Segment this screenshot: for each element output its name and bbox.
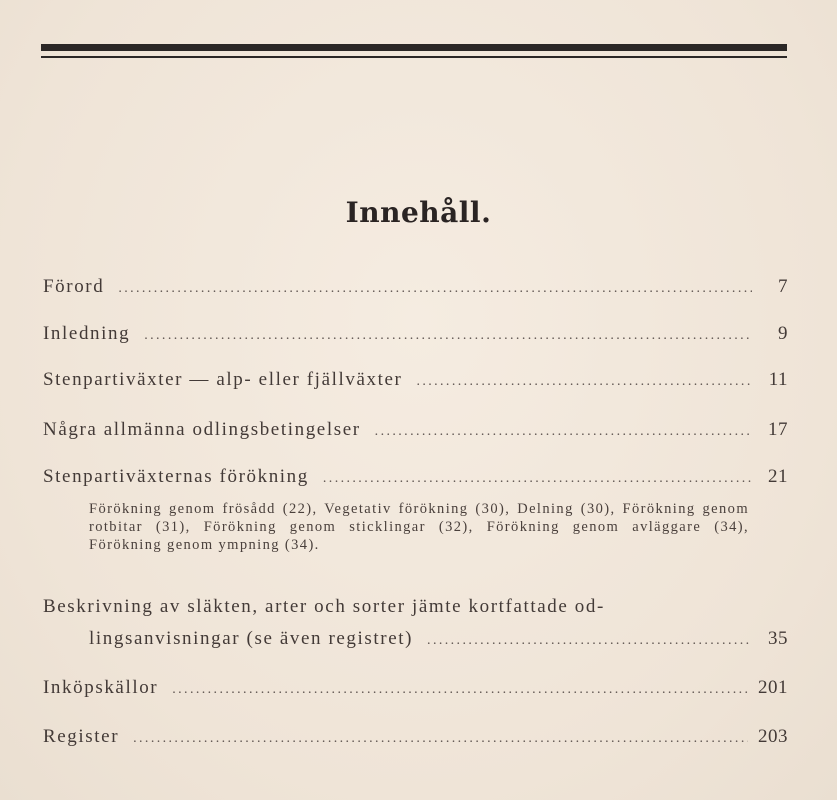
toc-entry-page: 203 [758, 726, 788, 747]
toc-entry-register [43, 726, 788, 748]
toc-entry-label: Inköpskällor [43, 677, 159, 698]
toc-entry-forord [43, 276, 788, 298]
toc-entry-page: 11 [768, 369, 788, 390]
dot-leader [323, 471, 752, 487]
toc-entry-page: 7 [778, 276, 788, 297]
toc-entry-beskrivning-line2 [89, 628, 788, 650]
toc-entry-page: 9 [778, 323, 788, 344]
toc-entry-page: 201 [758, 677, 788, 698]
toc-entry-label: Stenpartiväxternas förökning [43, 466, 309, 487]
toc-entry-inledning [43, 323, 788, 345]
toc-entry-page: 21 [768, 466, 788, 487]
dot-leader [416, 374, 752, 390]
toc-entry-page: 17 [768, 419, 788, 440]
toc-entry-stenpartivaxter [43, 369, 788, 391]
header-rule-thick [41, 44, 787, 51]
dot-leader [427, 633, 752, 649]
toc-entry-page: 35 [768, 628, 788, 649]
dot-leader [172, 682, 748, 698]
dot-leader [144, 328, 752, 344]
toc-subentries: Förökning genom frösådd (22), Vegetativ förökning (30), Delning (30), Förökning genom rotbitar (31), Förökning genom sticklingar (32), Förökning genom avläggare (34), Förökning genom ympning (34). [89, 501, 749, 553]
toc-entry-label: Inledning [43, 323, 131, 344]
toc-entry-label: Några allmänna odlingsbetingelser [43, 419, 361, 440]
header-rule-thin [41, 56, 787, 58]
toc-entry-label: lingsanvisningar (se även registret) [89, 628, 414, 649]
toc-entry-odlingsbetingelser [43, 419, 788, 441]
dot-leader [133, 731, 748, 747]
toc-entry-label: Stenpartiväxter — alp- eller fjällväxter [43, 369, 403, 390]
toc-entry-inkopskallor [43, 677, 788, 699]
toc-entry-beskrivning-line1: Beskrivning av släkten, arter och sorter jämte kortfattade od- [43, 596, 605, 617]
toc-entry-label: Register [43, 726, 120, 747]
toc-entry-label: Förord [43, 276, 105, 297]
toc-entry-forokning [43, 466, 788, 488]
dot-leader [375, 424, 752, 440]
page-title: Innehåll. [345, 196, 492, 229]
dot-leader [118, 281, 752, 297]
